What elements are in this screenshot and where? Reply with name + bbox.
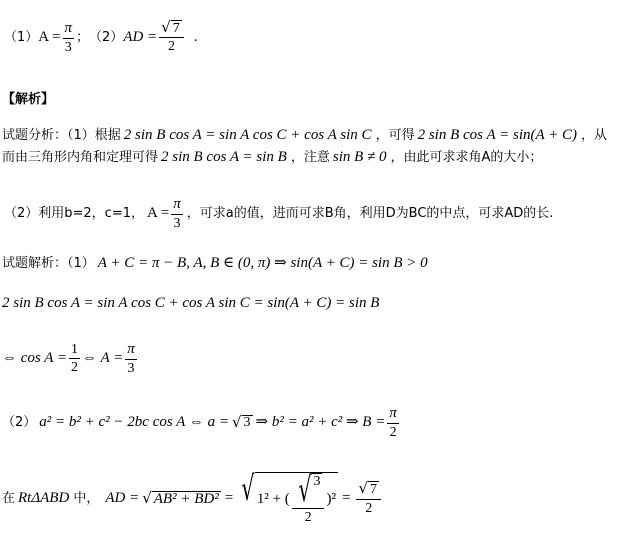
- solution-half-fraction: [69, 342, 80, 376]
- fraction-numerator: [159, 20, 184, 38]
- fraction-denominator: 3: [173, 215, 181, 231]
- sqrt-symbol: √ AB² + BD²: [142, 488, 219, 507]
- final-line: [2, 469, 383, 525]
- analysis-conclusion: ，由此可求求角A的大小；: [390, 150, 543, 165]
- big-sqrt-symbol: √ 1² + ( √ 3 2 )²: [241, 469, 336, 525]
- analysis-line2-prefix: 而由三角形内角和定理可得: [2, 150, 159, 165]
- section-header: 【解析】: [2, 92, 55, 107]
- fraction-numerator: π: [171, 196, 183, 215]
- analysis-eq-1: 2 sin B cos A = sin A cos C + cos A sin C: [123, 127, 372, 143]
- final-mid: 中，: [73, 491, 100, 507]
- analysis-line-1: [2, 128, 607, 143]
- fraction-denominator: 2: [167, 39, 175, 55]
- final-triangle: RtΔABD: [18, 490, 70, 507]
- part2-rest: ，可求a的值，进而可求B角，利用D为BC的中点，可求AD的长.: [186, 205, 554, 221]
- answer-a-equals: A =: [38, 28, 61, 45]
- final-sqrt3-half: [292, 470, 325, 525]
- final-ad-equals: AD =: [105, 490, 140, 507]
- final-under2-b: )²: [326, 490, 336, 507]
- analysis-prefix: 试题分析：（1）根据: [2, 128, 121, 143]
- fraction-denominator: 3: [64, 39, 72, 55]
- analysis-eq-4: sin B ≠ 0: [332, 149, 387, 165]
- solution-pi-third-fraction: [125, 341, 137, 376]
- analysis-tail: ，从: [581, 128, 608, 143]
- answer-a-fraction: [63, 20, 75, 55]
- part2-a-equals: A =: [147, 204, 170, 221]
- sqrt-symbol: √ 7: [358, 479, 377, 498]
- fraction-denominator: 2: [389, 424, 397, 440]
- solution-cos-a: ⇔ cos A =: [2, 349, 67, 366]
- solution-eq-1: A + C = π − B, A, B ∈ (0, π) ⇒ sin(A + C) = sin B > 0: [97, 255, 428, 271]
- final-equals-2: =: [341, 490, 351, 507]
- part2-fraction: [171, 196, 183, 231]
- fraction-denominator: 2: [71, 359, 78, 375]
- fraction-denominator: 3: [127, 360, 135, 376]
- part2-line: [4, 196, 553, 231]
- solution-line-2: 2 sin B cos A = sin A cos C + cos A sin C = sin(A + C) = sin B: [2, 295, 380, 311]
- final-under2-a: 1² + (: [256, 490, 290, 507]
- sqrt-symbol: √ 3: [231, 412, 251, 431]
- answer-ad-equals: AD =: [123, 28, 158, 45]
- part2-solution-line: [2, 405, 401, 440]
- sqrt-symbol: √ 3: [298, 470, 321, 510]
- sqrt-symbol: √ 7: [161, 18, 180, 37]
- solution-line-1: [2, 256, 428, 271]
- answer-separator: ；: [76, 29, 90, 45]
- fraction-numerator: π: [125, 341, 137, 360]
- solution-a-equals: ⇔ A =: [82, 349, 124, 366]
- part2-prefix: （2）利用b=2，c=1，: [4, 205, 144, 221]
- analysis-note: ，注意: [290, 150, 330, 165]
- part2-solution-fraction: [387, 405, 399, 440]
- answer-part2-label: （2）: [89, 29, 124, 45]
- fraction-numerator: 1: [69, 342, 80, 359]
- part2-solution-prefix: （2）: [2, 414, 37, 430]
- part2-solution-eq: a² = b² + c² − 2bc cos A ⇔ a =: [39, 413, 229, 430]
- answer-ad-fraction: [159, 20, 184, 55]
- fraction-denominator: 2: [304, 510, 312, 525]
- solution-line-3: [2, 341, 139, 376]
- final-equals: =: [224, 490, 234, 507]
- final-result-fraction: [356, 481, 381, 516]
- analysis-line-2: [2, 150, 542, 165]
- part2-solution-eq-b: ⇒ b² = a² + c² ⇒ B =: [255, 413, 386, 430]
- answer-part1-label: （1）: [4, 29, 39, 45]
- answer-line: [4, 20, 198, 55]
- analysis-eq-2: 2 sin B cos A = sin(A + C): [417, 127, 577, 143]
- fraction-numerator: [356, 481, 381, 499]
- solution-prefix: 试题解析：（1）: [2, 256, 95, 271]
- analysis-mid: ，可得: [375, 128, 415, 143]
- answer-period: .: [193, 28, 198, 45]
- fraction-numerator: [292, 470, 325, 510]
- fraction-numerator: π: [387, 405, 399, 424]
- final-prefix: 在: [2, 491, 16, 507]
- analysis-eq-3: 2 sin B cos A = sin B: [161, 149, 287, 165]
- fraction-numerator: π: [63, 20, 75, 39]
- fraction-denominator: 2: [365, 500, 373, 516]
